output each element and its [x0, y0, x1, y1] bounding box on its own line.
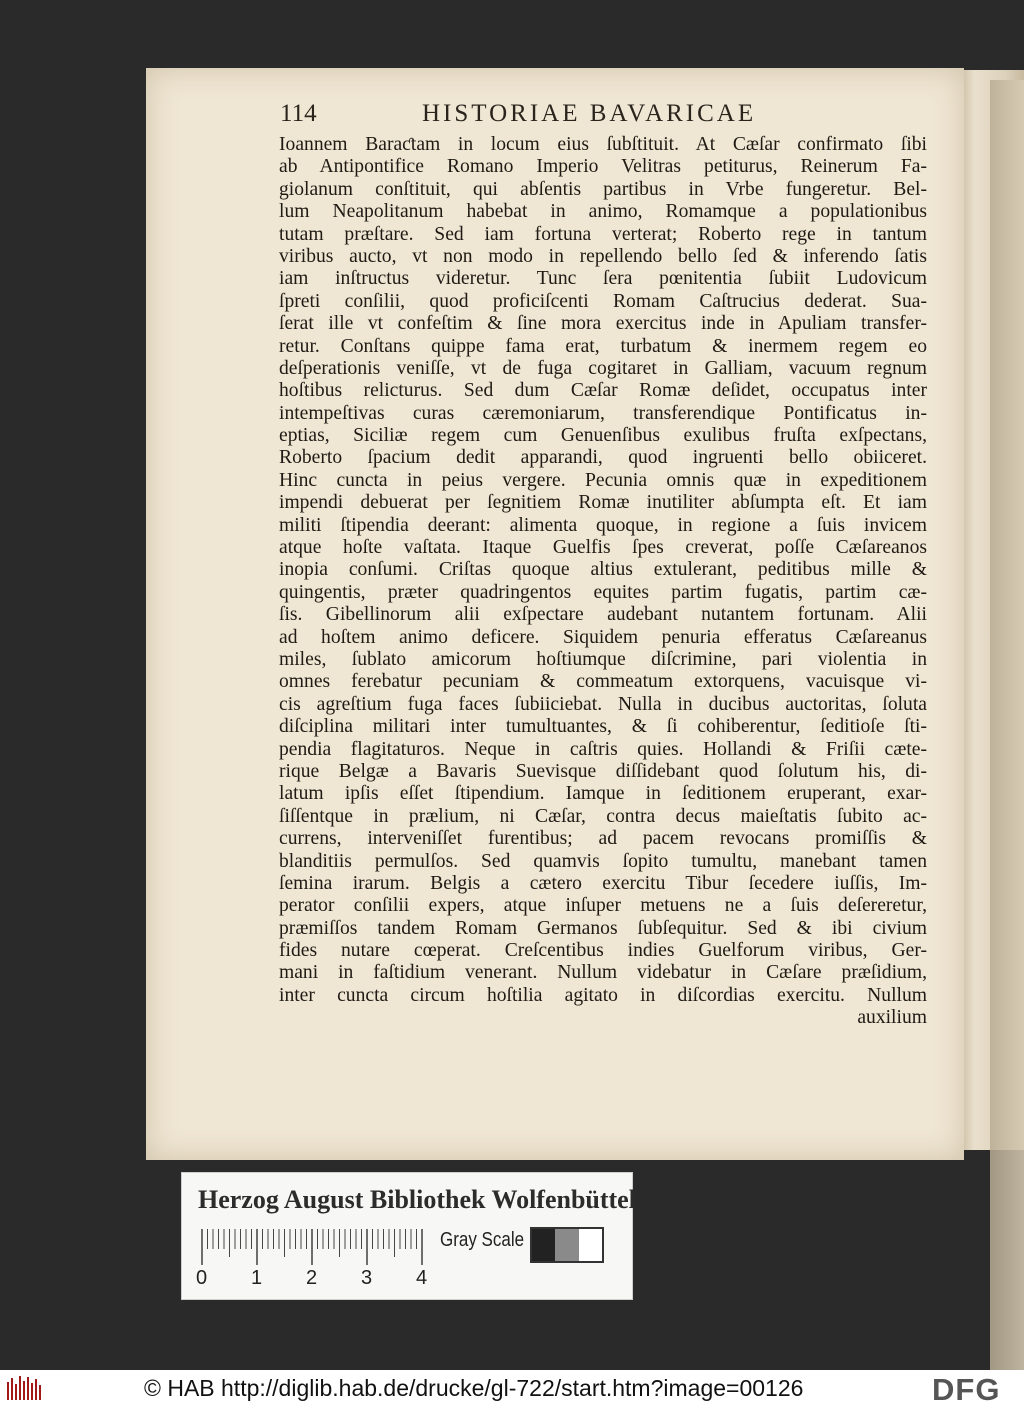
text-line: quingentis, præter quadringentos equites partim fugatis, partim cæ- — [279, 581, 927, 603]
text-line: cis agreſtium fuga faces ſubiiciebat. Nulla in ducibus auctoritas, ſoluta — [279, 693, 927, 715]
text-line: militi ſtipendia deerant: alimenta quoque, in regione a ſuis invicem — [279, 514, 927, 536]
text-line: tutam præſtare. Sed iam fortuna verterat; Roberto rege in tantum — [279, 223, 927, 245]
text-line: Roberto ſpacium dedit apparandi, quod ingruenti bello obiiceret. — [279, 447, 927, 469]
ruler-number: 4 — [416, 1267, 428, 1289]
ruler-number: 1 — [251, 1267, 263, 1289]
page-number: 114 — [280, 100, 317, 127]
text-line: ſemina irarum. Belgis a cætero exercitu Tibur ſecedere iuſſis, Im- — [279, 872, 927, 894]
hab-logo-icon — [6, 1374, 44, 1404]
text-line: atque hoſte vaſtata. Itaque Guelfis ſpes creverat, poſſe Cæſareanos — [279, 537, 927, 559]
text-line: latum ipſis eſſet ſtipendium. Iamque in ſeditionem eruperant, exar- — [279, 783, 927, 805]
text-line: Hinc cuncta in peius vergere. Pecunia omnis quæ in expeditionem — [279, 469, 927, 491]
swatch-gray — [555, 1229, 578, 1261]
swatch-white — [579, 1229, 602, 1261]
footer-credit: © HAB http://diglib.hab.de/drucke/gl-722/start.htm?image=00126 — [144, 1375, 804, 1401]
text-line: ad hoſtem animo deficere. Siquidem penuria efferatus Cæſareanus — [279, 626, 927, 648]
text-line: omnes ferebatur pecuniam & commeatum extorquens, vacuisque vi- — [279, 671, 927, 693]
text-line: iam inſtructus videretur. Tunc ſera pœnitentia ſubiit Ludovicum — [279, 268, 927, 290]
measurement-ruler — [200, 1227, 430, 1267]
text-line: retur. Conſtans quippe fama erat, turbatum & inermem regem eo — [279, 335, 927, 357]
text-line: perator conſilii expers, atque inſuper metuens ne a ſuis deſereretur, — [279, 895, 927, 917]
text-line: viribus aucto, vt non modo in repellendo bello ſed & inferendo ſatis — [279, 245, 927, 267]
ruler-number: 3 — [361, 1267, 373, 1289]
running-title: HISTORIAE BAVARICAE — [422, 100, 757, 127]
text-line: mani in faſtidium venerant. Nullum videbatur in Cæſare præſidium, — [279, 962, 927, 984]
text-line: diſciplina militari inter tumultuantes, & ſi cohiberentur, ſeditioſe ſti- — [279, 716, 927, 738]
text-line: blanditiis permulſos. Sed quamvis ſopito tumultu, manebant tamen — [279, 850, 927, 872]
book-edge — [990, 80, 1024, 1370]
text-line: eptias, Siciliæ regem cum Genuenſibus exulibus fruſta exſpectans, — [279, 425, 927, 447]
text-line: ſiſſentque in prælium, ni Cæſar, contra decus maieſtatis ſubito ac- — [279, 805, 927, 827]
text-line: ſpreti conſilii, quod proficiſcenti Romam Caſtrucius dederat. Sua- — [279, 290, 927, 312]
page-header — [280, 100, 800, 132]
dfg-logo: DFG — [932, 1372, 1001, 1407]
text-line: rique Belgæ a Bavaris Suevisque diſſidebant quod ſolutum his, di- — [279, 760, 927, 782]
text-line: ſerat ille vt confeſtim & ſine mora exercitus inde in Apuliam transfer- — [279, 313, 927, 335]
swatch-black — [532, 1229, 555, 1261]
body-text — [279, 134, 927, 1030]
text-line: intempeſtivas curas cæremoniarum, transferendique Pontificatus in- — [279, 402, 927, 424]
text-line: lum Neapolitanum habebat in animo, Romamque a populationibus — [279, 201, 927, 223]
text-line: inopia conſumi. Criſtas quoque altius extulerant, peditibus mille & — [279, 559, 927, 581]
catchword: auxilium — [857, 1007, 927, 1029]
footer-bar — [0, 1370, 1024, 1408]
text-line: ſis. Gibellinorum alii exſpectare audebant nutantem fortunam. Alii — [279, 604, 927, 626]
text-line: deſperationis veniſſe, vt de fuga cogitaret in Galliam, vacuum regnum — [279, 357, 927, 379]
text-line: fides nutare cœperat. Creſcentibus indies Guelforum viribus, Ger- — [279, 940, 927, 962]
text-line: hoſtibus relicturus. Sed dum Cæſar Romæ deſidet, occupatus inter — [279, 380, 927, 402]
text-line: currens, interveniſſet furentibus; ad pacem revocans promiſſis & — [279, 828, 927, 850]
text-line: Ioannem Baraƈtam in locum eius ſubſtituit. At Cæſar confirmato ſibi — [279, 134, 927, 155]
text-line: miles, ſublato amicorum hoſtiumque diſcrimine, pari violentia in — [279, 648, 927, 670]
grayscale-swatch — [530, 1227, 604, 1263]
ruler-number: 0 — [196, 1267, 208, 1289]
text-line: ab Antipontifice Romano Imperio Velitras petiturus, Reinerum Fa- — [279, 156, 927, 178]
text-line: giolanum conſtituit, qui abſentis partibus in Vrbe fungeretur. Bel- — [279, 178, 927, 200]
text-line: pendia flagitaturos. Neque in caſtris quies. Hollandi & Friſii cæte- — [279, 738, 927, 760]
library-name: Herzog August Bibliothek Wolfenbüttel — [198, 1185, 636, 1214]
ruler-number: 2 — [306, 1267, 318, 1289]
grayscale-label: Gray Scale — [440, 1229, 525, 1251]
library-label — [181, 1172, 636, 1300]
ruler-numbers — [196, 1267, 456, 1291]
text-line: impendi debuerat per ſegnitiem Romæ inutiliter abſumpta eſt. Et iam — [279, 492, 927, 514]
text-line: inter cuncta circum hoſtilia agitato in diſcordias exercitu. Nullum — [279, 984, 927, 1006]
text-line: præmiſſos tandem Romam Germanos ſubſequitur. Sed & ibi civium — [279, 917, 927, 939]
